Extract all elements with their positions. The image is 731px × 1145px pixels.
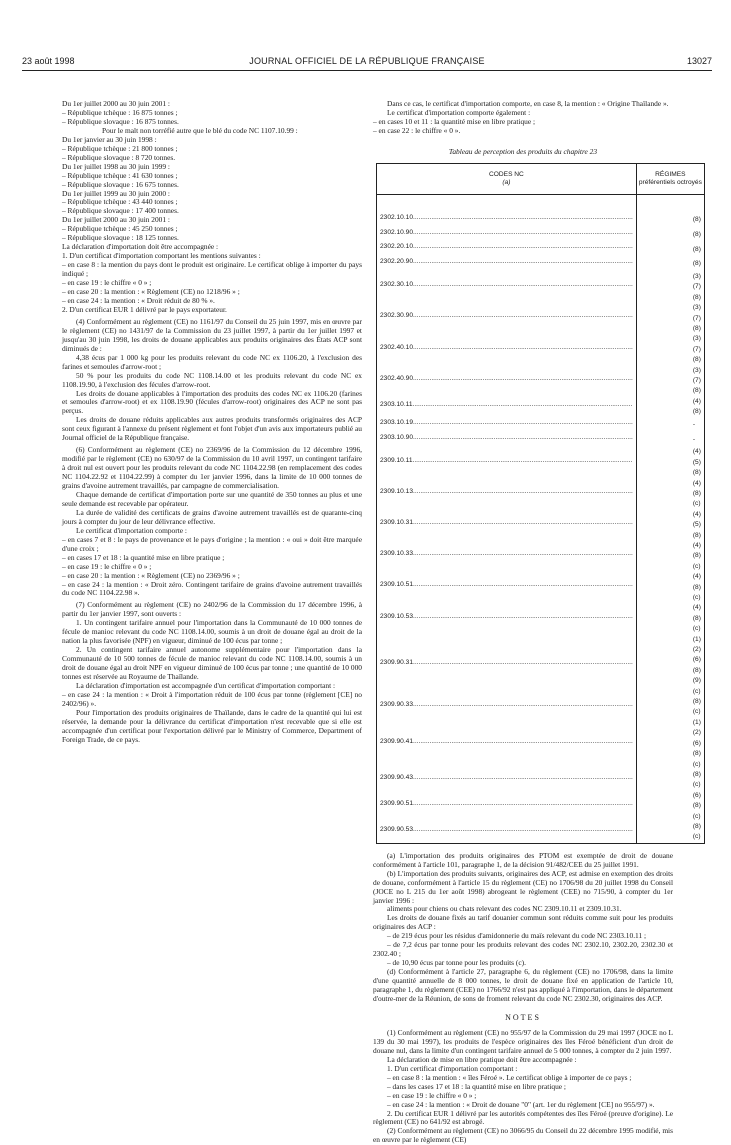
nc-code-cell: 2309.90.53........................................................................................................................	[377, 822, 637, 843]
nc-code-cell: 2309.90.33........................................................................................................................	[377, 697, 637, 718]
table-row	[377, 228, 705, 243]
paragraph: (d) Conformément à l'article 27, paragraphe 6, du règlement (CE) no 1706/98, dans la limite d'une quantité annuelle de 8 000 tonnes, le droit de douane fixé en application de l'article 10, paragraphe 1, du règlement (CEE) no 1766/92 n'est pas appliqué à l'importation, dans le département d'outre-mer de la Réunion, de sons de froment relevant du code NC 2302.30, originaires des ACP.	[373, 967, 673, 1004]
table-row	[377, 242, 705, 257]
regime-cell: (4) (8)	[636, 397, 704, 418]
paragraph: 2. Du certificat EUR 1 délivré par les autorités compétentes des îles Féroé (preuve d'origine). Le règlement (CE) no 641/92 est abrogé.	[373, 1108, 673, 1127]
nc-code-cell: 2309.90.31........................................................................................................................	[377, 635, 637, 697]
paragraph: 2. D'un certificat EUR 1 délivré par le pays exportateur.	[62, 304, 227, 314]
table-row	[377, 257, 705, 272]
nc-code-cell: 2309.10.53........................................................................................................................	[377, 603, 637, 634]
table-row	[377, 635, 705, 697]
paragraph: – République slovaque : 18 125 tonnes.	[62, 233, 179, 243]
nc-code-cell: 2303.10.11........................................................................................................................	[377, 397, 637, 418]
paragraph: Le certificat d'importation comporte :	[76, 525, 187, 535]
table-row	[377, 510, 705, 541]
regime-cell: (4) (8) (c)	[636, 479, 704, 510]
regime-cell: (4) (5) (8)	[636, 510, 704, 541]
paragraph: – en cases 17 et 18 : la quantité mise en libre pratique ;	[62, 552, 225, 562]
table-row	[377, 541, 705, 572]
regime-cell: (6) (8) (c)	[636, 791, 704, 822]
paragraph: Les droits de douane réduits applicables aux autres produits transformés originaires des ACP sont ceux figurant à l'annexe du présent règlement et font l'objet d'un avis aux importateurs publié au Journal officiel de la République française.	[62, 415, 362, 443]
regime-cell: (3) (7) (8)	[636, 366, 704, 397]
paragraph: 1. Un contingent tarifaire annuel pour l'importation dans la Communauté de 10 000 tonnes de fécule de manioc relevant du code NC 1108.14.00, soumis à un droit de douane égal au droit de la nation la plus favorisée (NPF) en vigueur, diminué de 100 écus par tonne ;	[62, 618, 362, 646]
paragraph: Dans ce cas, le certificat d'importation comporte, en case 8, la mention : « Origine Thaïlande ».	[387, 99, 669, 108]
regime-cell: (3) (7) (8)	[636, 334, 704, 365]
table-row	[377, 479, 705, 510]
table-row	[377, 213, 705, 228]
paragraph: Le certificat d'importation comporte également :	[387, 107, 531, 117]
paragraph: – République slovaque : 8 720 tonnes.	[62, 152, 176, 162]
paragraph: – République tchèque : 16 875 tonnes ;	[62, 107, 178, 117]
regime-cell: (8) (c)	[636, 697, 704, 718]
table-row	[377, 603, 705, 634]
left-column	[62, 100, 362, 745]
nc-code-cell: 2309.90.41........................................................................................................................	[377, 718, 637, 770]
paragraph: – en case 24 : la mention : « Droit zéro. Contingent tarifaire de grains d'avoine autrement travaillés du code NC 1104.22.98 ».	[62, 579, 362, 598]
nc-code-cell: 2303.10.19........................................................................................................................	[377, 418, 637, 433]
regime-cell: (4) (8) (c)	[636, 603, 704, 634]
regime-cell: -	[636, 433, 704, 448]
paragraph: – en case 19 : le chiffre « 0 » ;	[387, 1090, 477, 1100]
paragraph: – de 7,2 écus par tonne pour les produits relevant des codes NC 2302.10, 2302.20, 2302.30 et 2302.40 ;	[373, 940, 673, 959]
notes-title: NOTES	[505, 1012, 541, 1022]
paragraph: – République tchèque : 43 440 tonnes ;	[62, 197, 178, 207]
paragraph: (2) Conformément au règlement (CE) no 3066/95 du Conseil du 22 décembre 1995 modifié, mis en œuvre par le règlement (CE)	[373, 1126, 673, 1145]
paragraph: Les droits de douane fixés au tarif douanier commun sont réduits comme suit pour les produits originaires des ACP :	[373, 913, 673, 932]
paragraph: Les droits de douane applicables à l'importation des produits des codes NC ex 1106.20 (farines et semoules d'arrow-root) et ex 1108.19.90 (fécules d'arrow-root) originaires des ACP ne sont pas perçus.	[62, 388, 362, 416]
nc-code-cell: 2309.10.33........................................................................................................................	[377, 541, 637, 572]
table-row	[377, 272, 705, 303]
nc-code-cell: 2309.90.43........................................................................................................................	[377, 770, 637, 791]
paragraph: – République slovaque : 17 400 tonnes.	[62, 206, 179, 216]
nc-code-cell: 2309.90.51........................................................................................................................	[377, 791, 637, 822]
paragraph: – en case 20 : la mention : « Règlement (CE) no 2369/96 » ;	[62, 570, 240, 580]
regime-cell: (4) (8) (c)	[636, 541, 704, 572]
nc-code-cell: 2302.30.90........................................................................................................................	[377, 303, 637, 334]
paragraph: – en case 22 : le chiffre « 0 ».	[373, 125, 461, 135]
regime-cell: (8)	[636, 257, 704, 272]
nc-code-cell: 2302.40.10........................................................................................................................	[377, 334, 637, 365]
right-column	[373, 99, 702, 1145]
nc-code-cell: 2302.20.10........................................................................................................................	[377, 242, 637, 257]
header-rule	[22, 70, 712, 71]
paragraph: 1. D'un certificat d'importation comportant :	[387, 1063, 518, 1073]
paragraph: 2. Un contingent tarifaire annuel autonome supplémentaire pour l'importation dans la Communauté de 10 500 tonnes de fécule de manioc relevant du code NC 1108.14.00, soumis à un droit de douane égal au droit NPF en vigueur diminué de 100 écus par tonne ; une quantité de 10 000 tonnes est réservée au Royaume de Thaïlande.	[62, 645, 362, 682]
paragraph: Chaque demande de certificat d'importation porte sur une quantité de 350 tonnes au plus et une seule demande est recevable par opérateur.	[62, 489, 362, 508]
paragraph: – en cases 7 et 8 : le pays de provenance et le pays d'origine ; la mention : « oui » doit être marquée d'une croix ;	[62, 534, 362, 553]
paragraph: (7) Conformément au règlement (CE) no 2402/96 de la Commission du 17 décembre 1996, à partir du 1er janvier 1997, sont ouverts :	[62, 600, 362, 619]
paragraph: – République tchèque : 45 250 tonnes ;	[62, 224, 178, 234]
paragraph: – en cases 10 et 11 : la quantité mise en libre pratique ;	[373, 116, 536, 126]
paragraph: – de 10,90 écus par tonne pour les produits (c).	[387, 958, 526, 968]
nc-code-cell: 2309.10.31........................................................................................................................	[377, 510, 637, 541]
paragraph: Du 1er juillet 1998 au 30 juin 1999 :	[62, 161, 170, 171]
paragraph: Du 1er juillet 2000 au 30 juin 2001 :	[62, 99, 170, 108]
paragraph: – en case 19 : le chiffre « 0 » ;	[62, 561, 152, 571]
nc-code-cell: 2309.10.13........................................................................................................................	[377, 479, 637, 510]
paragraph: – en case 19 : le chiffre « 0 » ;	[62, 278, 152, 288]
paragraph: 1. D'un certificat d'importation comportant les mentions suivantes :	[62, 251, 261, 261]
nc-code-cell: 2302.10.90........................................................................................................................	[377, 228, 637, 243]
table-header-row	[377, 163, 705, 194]
nc-code-cell: 2302.10.10........................................................................................................................	[377, 213, 637, 228]
paragraph: – en case 8 : la mention du pays dont le produit est originaire. Le certificat oblige à importer du pays indiqué ;	[62, 260, 362, 279]
header-page-number: 13027	[686, 56, 712, 66]
chapter-23-table	[376, 163, 705, 844]
regime-cell: (4) (5) (8)	[636, 447, 704, 478]
regime-cell: (4) (8) (c)	[636, 572, 704, 603]
paragraph: – République tchèque : 21 800 tonnes ;	[62, 143, 178, 153]
paragraph: Pour l'importation des produits originaires de Thaïlande, dans le cadre de la quantité qui lui est réservée, la demande pour la délivrance du certificat d'importation n'est recevable que si elle est accompagnée d'un certificat pour l'exportation délivré par le Ministry of Commerce, Department of Foreign Trade, de ce pays.	[62, 707, 362, 744]
paragraph: – République tchèque : 41 630 tonnes ;	[62, 170, 178, 180]
regime-cell: (1) (2) (6) (8) (9) (c)	[636, 635, 704, 697]
table-row	[377, 791, 705, 822]
table-spacer-row	[377, 194, 705, 213]
nc-code-cell: 2303.10.90........................................................................................................................	[377, 433, 637, 448]
paragraph: – en case 8 : la mention : « îles Féroé ». Le certificat oblige à importer de ce pays ;	[387, 1072, 632, 1082]
page-header	[22, 56, 712, 70]
regime-cell: (8)	[636, 242, 704, 257]
paragraph: – en case 24 : la mention : « Droit réduit de 80 % ».	[62, 295, 215, 305]
nc-code-cell: 2309.10.51........................................................................................................................	[377, 572, 637, 603]
table-row	[377, 447, 705, 478]
regime-cell: (8) (c)	[636, 770, 704, 791]
table-row	[377, 433, 705, 448]
paragraph: 50 % pour les produits du code NC 1108.14.00 et les produits relevant du code NC ex 1108.19.90, à l'exclusion des fécules d'arrow-root.	[62, 370, 362, 389]
nc-code-cell: 2309.10.11........................................................................................................................	[377, 447, 637, 478]
regime-cell: (3) (7) (8)	[636, 272, 704, 303]
table-row	[377, 418, 705, 433]
paragraph: Du 1er juillet 2000 au 30 juin 2001 :	[62, 215, 170, 225]
table-row	[377, 303, 705, 334]
regime-cell: (3) (7) (8)	[636, 303, 704, 334]
nc-code-cell: 2302.40.90........................................................................................................................	[377, 366, 637, 397]
header-date: 23 août 1998	[22, 56, 75, 66]
table-row	[377, 697, 705, 718]
table-row	[377, 718, 705, 770]
paragraph: – en case 24 : la mention : « Droit à l'importation réduit de 100 écus par tonne (règlement [CE] no 2402/96) ».	[62, 689, 362, 708]
regime-cell: (1) (2) (6) (8) (c)	[636, 718, 704, 770]
table-row	[377, 366, 705, 397]
paragraph: – de 219 écus pour les résidus d'amidonnerie du maïs relevant du code NC 2303.10.11 ;	[387, 931, 647, 941]
col-header-codes: CODES NC (a)	[377, 163, 637, 194]
paragraph: (4) Conformément au règlement (CE) no 1161/97 du Conseil du 25 juin 1997, mis en œuvre par le règlement (CE) no 1431/97 de la Commission du 23 juillet 1997, à partir du 1er juillet 1997 et jusqu'au 30 juin 1998, les droits de douane applicables aux produits originaires des États ACP sont diminués de :	[62, 316, 362, 353]
table-row	[377, 397, 705, 418]
paragraph: (b) L'importation des produits suivants, originaires des ACP, est admise en exemption des droits de douane, conformément à l'article 15 du règlement (CE) no 1706/98 du 20 juillet 1998 du Conseil (JOCE no L 215 du 1er août 1998) abrogeant le règlement (CEE) no 715/90, à compter du 1er janvier 1996 :	[373, 868, 673, 905]
paragraph: 4,38 écus par 1 000 kg pour les produits relevant du code NC ex 1106.20, à l'exclusion des farines et semoules d'arrow-root ;	[62, 352, 362, 371]
paragraph: Pour le malt non torréfié autre que le blé du code NC 1107.10.99 :	[102, 125, 298, 135]
paragraph: La déclaration d'importation doit être accompagnée :	[62, 242, 219, 252]
paragraph: (6) Conformément au règlement (CE) no 2369/96 de la Commission du 12 décembre 1996, modifié par le règlement (CE) no 630/97 de la Commission du 10 avril 1997, un contingent tarifaire à droit nul est ouvert pour les produits relevant du code NC 1104.22.98 (en remplacement des codes NC 1104.22.92 et 1104.22.99) à compter du 1er janvier 1996, dans la limite de 10 000 tonnes de grains d'avoine autrement travaillés, par campagne de commercialisation.	[62, 445, 362, 491]
nc-code-cell: 2302.30.10........................................................................................................................	[377, 272, 637, 303]
paragraph: – en case 20 : la mention : « Règlement (CE) no 1218/96 » ;	[62, 287, 240, 297]
header-title: JOURNAL OFFICIEL DE LA RÉPUBLIQUE FRANÇAISE	[249, 56, 485, 66]
table-row	[377, 770, 705, 791]
paragraph: – en case 24 : la mention : « Droit de douane "0" (art. 1er du règlement [CE] no 955/97) ».	[387, 1099, 655, 1109]
paragraph: (1) Conformément au règlement (CE) no 955/97 de la Commission du 29 mai 1997 (JOCE no L 139 du 30 mai 1997), les produits de l'espèce originaires des îles Féroé bénéficient d'un droit de douane nul, dans la limite d'un contingent tarifaire annuel de 5 000 tonnes, à compter du 2 juin 1997.	[373, 1027, 673, 1055]
paragraph: La déclaration de mise en libre pratique doit être accompagnée :	[387, 1054, 577, 1064]
paragraph: Du 1er janvier au 30 juin 1998 :	[62, 134, 157, 144]
nc-code-cell: 2302.20.90........................................................................................................................	[377, 257, 637, 272]
regime-cell: (8)	[636, 228, 704, 243]
paragraph: – République slovaque : 16 675 tonnes.	[62, 179, 179, 189]
table-row	[377, 822, 705, 843]
paragraph: La déclaration d'importation est accompagnée d'un certificat d'importation comportant :	[76, 681, 336, 690]
col-header-regimes: RÉGIMES préférentiels octroyés	[636, 163, 704, 194]
regime-cell: -	[636, 418, 704, 433]
paragraph: La durée de validité des certificats de grains d'avoine autrement travaillés est de quarante-cinq jours à compter du jour de leur délivrance effective.	[62, 507, 362, 526]
paragraph: – dans les cases 17 et 18 : la quantité mise en libre pratique ;	[387, 1081, 566, 1091]
table-row	[377, 572, 705, 603]
table-caption: Tableau de perception des produits du chapitre 23	[448, 146, 598, 156]
paragraph: Du 1er juillet 1999 au 30 juin 2000 :	[62, 188, 170, 198]
table-row	[377, 334, 705, 365]
regime-cell: (8) (c)	[636, 822, 704, 843]
paragraph: (a) L'importation des produits originaires des PTOM est exemptée de droit de douane conformément à l'article 101, paragraphe 1, de la décision 91/482/CEE du 25 juillet 1991.	[373, 850, 673, 869]
paragraph: – République slovaque : 16 875 tonnes.	[62, 116, 179, 126]
paragraph: aliments pour chiens ou chats relevant des codes NC 2309.10.11 et 2309.10.31.	[387, 904, 622, 914]
regime-cell: (8)	[636, 213, 704, 228]
